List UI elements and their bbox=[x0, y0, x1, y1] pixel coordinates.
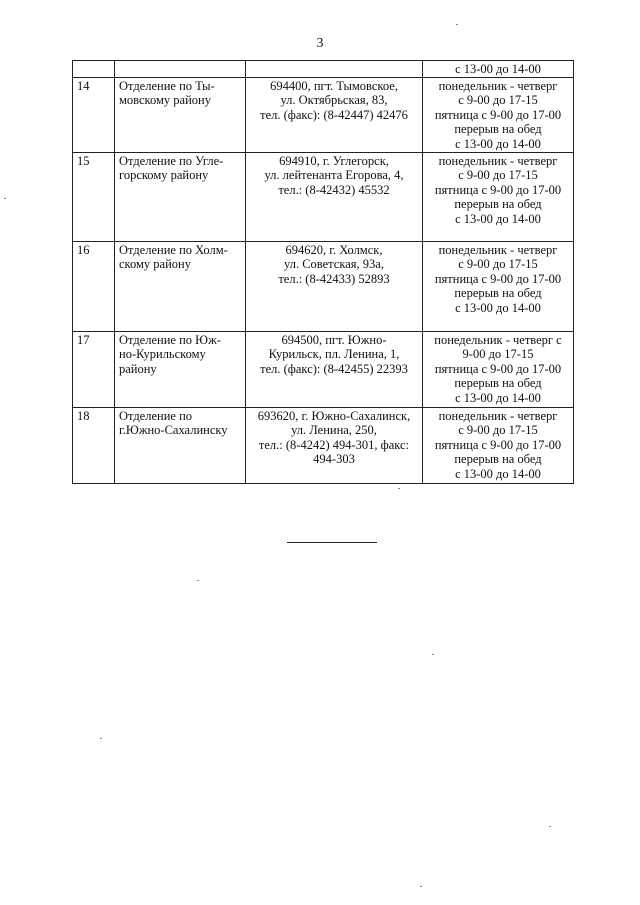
address-line: ул. Октябрьская, 83, bbox=[280, 93, 388, 108]
address-line: 694620, г. Холмск, bbox=[285, 242, 383, 257]
address-line: 693620, г. Южно-Сахалинск, bbox=[257, 408, 411, 423]
name-line: г.Южно-Сахалинску bbox=[119, 423, 228, 438]
scan-speck bbox=[432, 654, 434, 655]
scan-speck bbox=[100, 738, 102, 739]
hours-line: пятница с 9-00 до 17-00 bbox=[434, 437, 562, 452]
name-line: горскому району bbox=[119, 168, 209, 183]
offices-table bbox=[72, 60, 574, 484]
cell-name bbox=[115, 407, 246, 483]
name-line: Отделение по Юж- bbox=[119, 332, 221, 347]
scan-speck bbox=[456, 24, 458, 25]
table-row bbox=[73, 152, 574, 241]
name-line: Отделение по Холм- bbox=[119, 242, 228, 257]
hours-line: с 13-00 до 14-00 bbox=[455, 211, 541, 226]
hours-line: перерыв на обед bbox=[454, 122, 542, 137]
hours-line: пятница с 9-00 до 17-00 bbox=[434, 182, 562, 197]
hours-line: понедельник - четверг bbox=[438, 153, 558, 168]
name-line: но-Курильскому bbox=[119, 347, 206, 362]
hours-line: с 13-00 до 14-00 bbox=[455, 390, 541, 405]
hours-line: с 13-00 до 14-00 bbox=[455, 62, 541, 76]
address-line: 694400, пгт. Тымовское, bbox=[270, 78, 398, 93]
cell-name bbox=[115, 77, 246, 152]
hours-line: с 9-00 до 17-15 bbox=[458, 168, 538, 183]
address-line: 694910, г. Углегорск, bbox=[279, 153, 389, 168]
name-line: Отделение по Ты- bbox=[119, 78, 215, 93]
address-line: ул. лейтенанта Егорова, 4, bbox=[264, 168, 404, 183]
scan-speck bbox=[398, 488, 400, 489]
address-line: тел.: (8-4242) 494-301, факс: bbox=[258, 437, 410, 452]
cell-number: 15 bbox=[73, 152, 115, 241]
hours-line: с 9-00 до 17-15 bbox=[458, 423, 538, 438]
scan-speck bbox=[4, 198, 6, 199]
address-line: тел. (факс): (8-42455) 22393 bbox=[260, 361, 408, 376]
hours-line: понедельник - четверг bbox=[438, 408, 558, 423]
cell-hours bbox=[423, 331, 574, 407]
hours-line: 9-00 до 17-15 bbox=[462, 347, 534, 362]
hours-line: перерыв на обед bbox=[454, 376, 542, 391]
address-line: тел.: (8-42432) 45532 bbox=[278, 182, 390, 197]
scan-speck bbox=[420, 886, 422, 887]
cell-name bbox=[115, 241, 246, 331]
cell-name bbox=[115, 61, 246, 78]
address-line: Курильск, пл. Ленина, 1, bbox=[268, 347, 400, 362]
hours-line: перерыв на обед bbox=[454, 286, 542, 301]
name-line: Отделение по Угле- bbox=[119, 153, 224, 168]
cell-address bbox=[246, 407, 423, 483]
hours-line: понедельник - четверг с bbox=[434, 332, 562, 347]
hours-line: с 13-00 до 14-00 bbox=[455, 136, 541, 151]
table-row bbox=[73, 241, 574, 331]
hours-line: с 13-00 до 14-00 bbox=[455, 300, 541, 315]
cell-number bbox=[73, 61, 115, 78]
separator-line bbox=[287, 542, 377, 543]
cell-hours bbox=[423, 241, 574, 331]
name-line: мовскому району bbox=[119, 93, 211, 108]
address-line: ул. Советская, 93а, bbox=[284, 257, 384, 272]
cell-hours bbox=[423, 77, 574, 152]
address-line: 694500, пгт. Южно- bbox=[281, 332, 387, 347]
table-row bbox=[73, 77, 574, 152]
name-line: Отделение по bbox=[119, 408, 193, 423]
cell-name bbox=[115, 152, 246, 241]
cell-number: 14 bbox=[73, 77, 115, 152]
cell-address bbox=[246, 241, 423, 331]
address-line: тел.: (8-42433) 52893 bbox=[278, 271, 390, 286]
cell-address bbox=[246, 152, 423, 241]
scan-speck bbox=[197, 580, 199, 581]
hours-line: пятница с 9-00 до 17-00 bbox=[434, 271, 562, 286]
table-row-continuation bbox=[73, 61, 574, 78]
address-line: ул. Ленина, 250, bbox=[291, 423, 377, 438]
table-row bbox=[73, 407, 574, 483]
cell-address bbox=[246, 331, 423, 407]
hours-line: с 9-00 до 17-15 bbox=[458, 93, 538, 108]
cell-hours bbox=[423, 61, 574, 78]
hours-line: понедельник - четверг bbox=[438, 78, 558, 93]
page-number: 3 bbox=[316, 36, 324, 51]
hours-line: перерыв на обед bbox=[454, 197, 542, 212]
cell-hours bbox=[423, 407, 574, 483]
table-row bbox=[73, 331, 574, 407]
name-line: скому району bbox=[119, 257, 191, 272]
cell-number: 17 bbox=[73, 331, 115, 407]
hours-line: перерыв на обед bbox=[454, 452, 542, 467]
hours-line: с 9-00 до 17-15 bbox=[458, 257, 538, 272]
cell-number: 16 bbox=[73, 241, 115, 331]
cell-address bbox=[246, 77, 423, 152]
address-line: тел. (факс): (8-42447) 42476 bbox=[260, 107, 408, 122]
hours-line: пятница с 9-00 до 17-00 bbox=[434, 361, 562, 376]
hours-line: с 13-00 до 14-00 bbox=[455, 466, 541, 481]
cell-hours bbox=[423, 152, 574, 241]
cell-name bbox=[115, 331, 246, 407]
name-line: району bbox=[119, 361, 157, 376]
cell-number: 18 bbox=[73, 407, 115, 483]
cell-address bbox=[246, 61, 423, 78]
address-line: 494-303 bbox=[313, 452, 355, 467]
hours-line: понедельник - четверг bbox=[438, 242, 558, 257]
hours-line: пятница с 9-00 до 17-00 bbox=[434, 107, 562, 122]
scan-speck bbox=[549, 826, 551, 827]
